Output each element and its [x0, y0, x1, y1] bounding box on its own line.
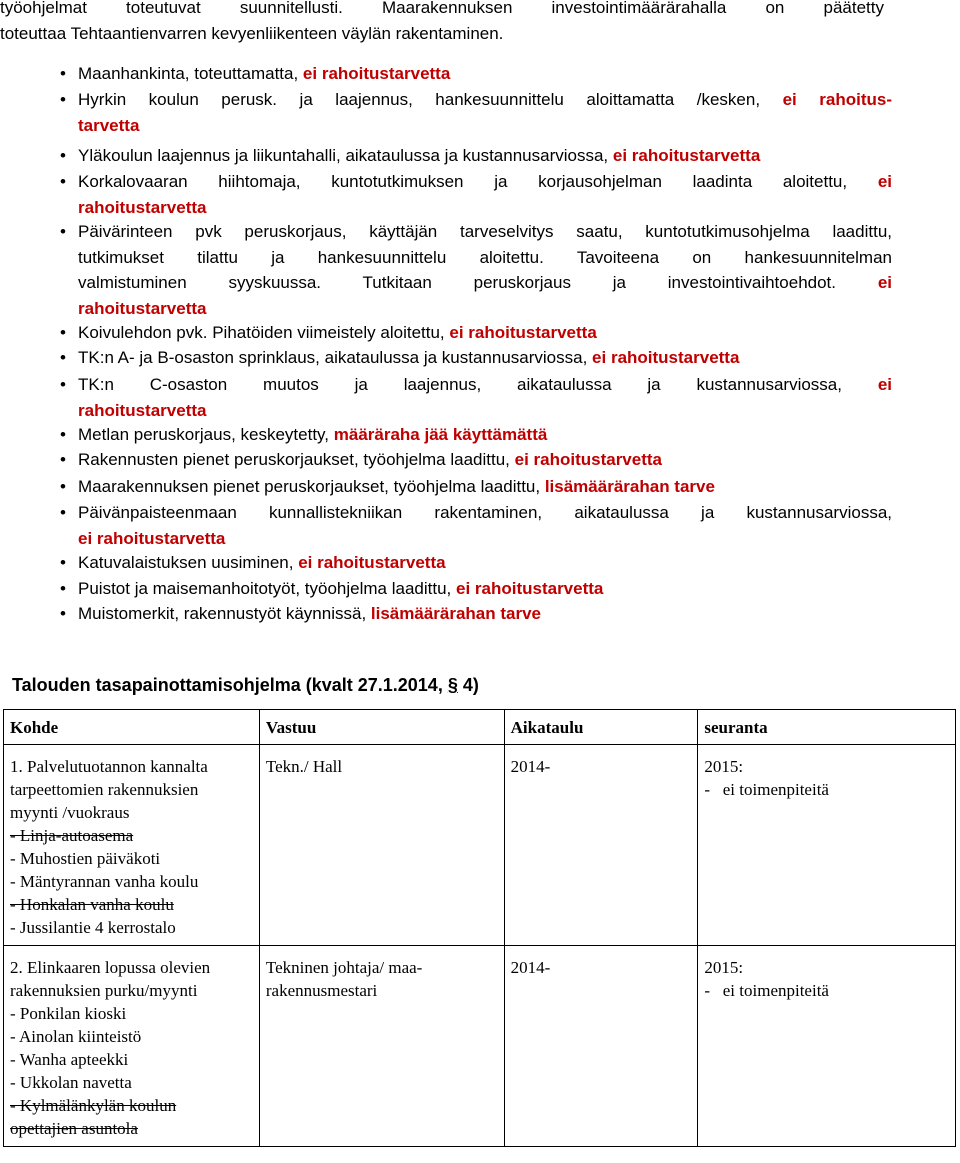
- funding-status: lisämäärärahan tarve: [544, 477, 715, 496]
- list-item-line: [78, 299, 206, 319]
- item-text: TK:n A- ja B-osaston sprinklaus, aikataulussa ja kustannusarviossa,: [78, 348, 593, 367]
- kohde-line: - Wanha apteekki: [10, 1050, 129, 1069]
- item-text: Hyrkin koulun perusk. ja laajennus, hankesuunnittelu aloittamatta /kesken,: [78, 90, 783, 109]
- list-item-line: [78, 198, 206, 218]
- funding-status: ei rahoitustarvetta: [302, 64, 451, 83]
- kohde-line: - Ponkilan kioski: [10, 1004, 127, 1023]
- funding-status: ei: [877, 172, 892, 191]
- cell-aikataulu: [504, 745, 698, 946]
- list-item-line: [78, 116, 139, 136]
- funding-status: tarvetta: [78, 115, 140, 135]
- header-seuranta: seuranta: [698, 710, 956, 745]
- aikataulu-line: 2014-: [510, 757, 551, 776]
- kohde-line: - Ukkolan navetta: [10, 1073, 132, 1092]
- list-item-line: [78, 503, 892, 523]
- list-item-line: [78, 172, 892, 192]
- list-item-line: [78, 90, 892, 110]
- table-row: [4, 946, 956, 1147]
- funding-status: ei rahoitustarvetta: [78, 528, 226, 548]
- item-text: Puistot ja maisemanhoitotyöt, työohjelma laadittu,: [78, 579, 456, 598]
- funding-status: lisämäärärahan tarve: [370, 604, 542, 623]
- item-text: valmistuminen syyskuussa. Tutkitaan peruskorjaus ja investointivaihtoehdot.: [78, 273, 878, 292]
- list-item-line: [78, 248, 892, 268]
- seuranta-line: - ei toimenpiteitä: [704, 780, 829, 799]
- list-item-line: [78, 477, 715, 497]
- cell-kohde: [4, 745, 260, 946]
- item-text: Koivulehdon pvk. Pihatöiden viimeistely aloitettu,: [78, 323, 450, 342]
- cell-vastuu: [259, 745, 504, 946]
- kohde-line: - Ainolan kiinteistö: [10, 1027, 142, 1046]
- funding-status: ei rahoitustarvetta: [592, 348, 740, 367]
- kohde-line: myynti /vuokraus: [10, 803, 130, 822]
- header-kohde: Kohde: [4, 710, 260, 745]
- list-item-line: [78, 323, 597, 343]
- item-text: Yläkoulun laajennus ja liikuntahalli, aikataulussa ja kustannusarviossa,: [78, 146, 613, 165]
- section-heading: Talouden tasapainottamisohjelma (kvalt 27.1.2014, § 4): [12, 675, 479, 695]
- seuranta-line: - ei toimenpiteitä: [704, 981, 829, 1000]
- cell-aikataulu: [504, 946, 698, 1147]
- item-text: Muistomerkit, rakennustyöt käynnissä,: [78, 604, 371, 623]
- item-text: Metlan peruskorjaus, keskeytetty,: [78, 425, 334, 444]
- funding-status: rahoitustarvetta: [78, 298, 207, 318]
- list-item-line: [78, 348, 739, 368]
- table-header-row: [4, 710, 956, 745]
- aikataulu-line: 2014-: [510, 958, 551, 977]
- item-text: TK:n C-osaston muutos ja laajennus, aikataulussa ja kustannusarviossa,: [78, 375, 878, 394]
- cell-seuranta: [698, 946, 956, 1147]
- cell-vastuu: [259, 946, 504, 1147]
- funding-status: rahoitustarvetta: [78, 400, 207, 420]
- bullet-marker: •: [60, 64, 66, 83]
- list-item-line: [78, 553, 446, 573]
- kohde-line: - Kylmälänkylän koulun: [10, 1096, 177, 1115]
- intro-line-1: työohjelmat toteutuvat suunnitellusti. Maarakennuksen investointimäärärahalla on päätetty: [0, 0, 884, 17]
- bullet-marker: •: [60, 425, 66, 444]
- kohde-line: - Muhostien päiväkoti: [10, 849, 161, 868]
- bullet-marker: •: [60, 222, 66, 241]
- list-item-line: [78, 222, 892, 242]
- bullet-marker: •: [60, 146, 66, 165]
- item-text: Maarakennuksen pienet peruskorjaukset, työohjelma laadittu,: [78, 477, 545, 496]
- header-aikataulu: Aikataulu: [504, 710, 698, 745]
- list-item-line: [78, 146, 760, 166]
- kohde-line: opettajien asuntola: [10, 1119, 138, 1138]
- section-sign: §: [447, 675, 458, 695]
- item-text: tutkimukset tilattu ja hankesuunnittelu aloitettu. Tavoiteena on hankesuunnitelman: [78, 247, 892, 267]
- kohde-line: - Linja-autoasema: [10, 826, 134, 845]
- list-item-line: [78, 273, 892, 293]
- seuranta-line: 2015:: [704, 958, 744, 977]
- cell-seuranta: [698, 745, 956, 946]
- funding-status: ei: [877, 375, 892, 394]
- item-text: Päivänpaisteenmaan kunnallistekniikan rakentaminen, aikataulussa ja kustannusarviossa,: [78, 503, 892, 522]
- item-text: Rakennusten pienet peruskorjaukset, työohjelma laadittu,: [78, 450, 515, 469]
- funding-status: ei: [877, 273, 892, 292]
- kohde-line: 2. Elinkaaren lopussa olevien: [10, 958, 211, 977]
- kohde-line: - Jussilantie 4 kerrostalo: [10, 918, 176, 937]
- bullet-marker: •: [60, 450, 66, 469]
- bullet-marker: •: [60, 553, 66, 572]
- funding-status: ei rahoitustarvetta: [298, 553, 446, 572]
- kohde-line: - Honkalan vanha koulu: [10, 895, 174, 914]
- list-item-line: [78, 425, 547, 445]
- funding-status: ei rahoitustarvetta: [612, 146, 761, 165]
- list-item-line: [78, 450, 662, 470]
- seuranta-line: 2015:: [704, 757, 744, 776]
- bullet-marker: •: [60, 172, 66, 191]
- list-item-line: [78, 529, 225, 549]
- funding-status: määräraha jää käyttämättä: [333, 425, 548, 444]
- list-item-line: [78, 604, 541, 624]
- kohde-line: 1. Palvelutuotannon kannalta: [10, 757, 208, 776]
- list-item-line: [78, 64, 450, 84]
- bullet-marker: •: [60, 375, 66, 394]
- bullet-marker: •: [60, 323, 66, 342]
- bullet-marker: •: [60, 477, 66, 496]
- program-table: [3, 709, 956, 1147]
- funding-status: ei rahoitus-: [782, 90, 892, 109]
- bullet-marker: •: [60, 604, 66, 623]
- item-text: Päivärinteen pvk peruskorjaus, käyttäjän tarveselvitys saatu, kuntotutkimusohjelma laadittu,: [78, 222, 892, 241]
- funding-status: rahoitustarvetta: [78, 197, 207, 217]
- item-text: Katuvalaistuksen uusiminen,: [78, 553, 299, 572]
- kohde-line: rakennuksien purku/myynti: [10, 981, 198, 1000]
- intro-line-2: toteuttaa Tehtaantienvarren kevyenliikenteen väylän rakentaminen.: [0, 24, 504, 43]
- vastuu-line: rakennusmestari: [265, 981, 378, 1000]
- table-row: [4, 745, 956, 946]
- bullet-marker: •: [60, 579, 66, 598]
- cell-kohde: [4, 946, 260, 1147]
- bullet-marker: •: [60, 348, 66, 367]
- list-item-line: [78, 579, 603, 599]
- list-item-line: [78, 375, 892, 395]
- funding-status: ei rahoitustarvetta: [449, 323, 597, 342]
- header-vastuu: Vastuu: [259, 710, 504, 745]
- item-text: Korkalovaaran hiihtomaja, kuntotutkimuksen ja korjausohjelman laadinta aloitettu,: [78, 172, 878, 191]
- funding-status: ei rahoitustarvetta: [514, 450, 662, 469]
- funding-status: ei rahoitustarvetta: [455, 579, 604, 598]
- bullet-marker: •: [60, 90, 66, 109]
- item-text: Maanhankinta, toteuttamatta,: [78, 64, 303, 83]
- vastuu-line: Tekn./ Hall: [265, 757, 343, 776]
- kohde-line: - Mäntyrannan vanha koulu: [10, 872, 199, 891]
- list-item-line: [78, 401, 206, 421]
- vastuu-line: Tekninen johtaja/ maa-: [265, 958, 423, 977]
- bullet-marker: •: [60, 503, 66, 522]
- kohde-line: tarpeettomien rakennuksien: [10, 780, 199, 799]
